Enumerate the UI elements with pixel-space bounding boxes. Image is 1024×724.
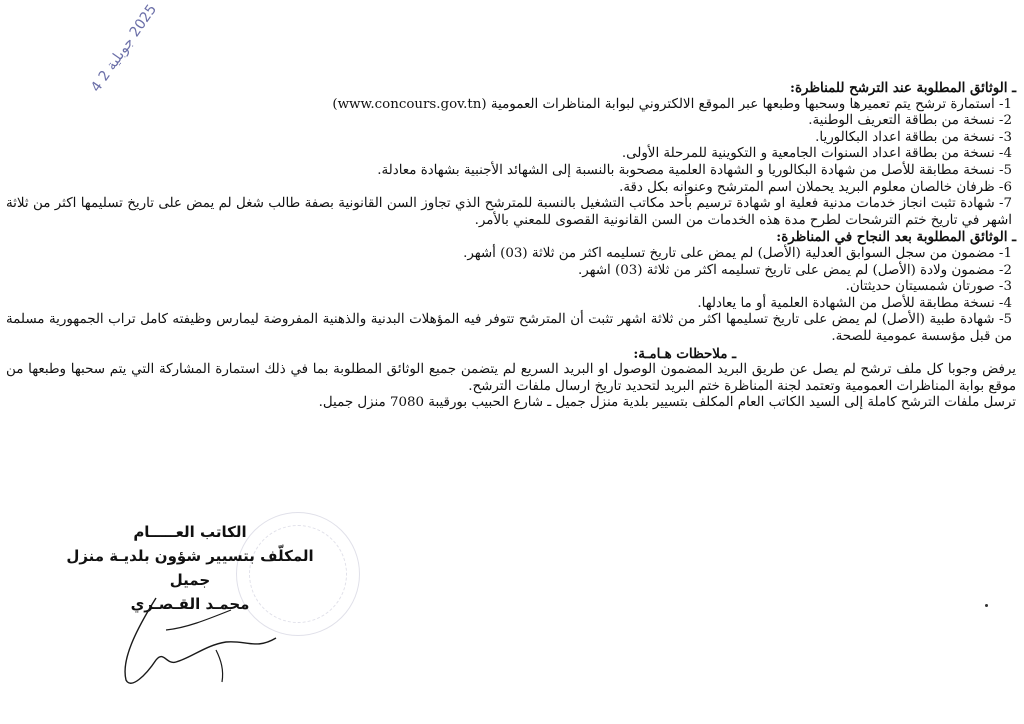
document-body xyxy=(6,80,1016,412)
section1-item-6: 6- ظرفان خالصان معلوم البريد يحملان اسم المترشح وعنوانه بكل دقة. xyxy=(619,179,1012,195)
section2-item-4: 4- نسخة مطابقة للأصل من الشهادة العلمية أو ما يعادلها. xyxy=(697,295,1012,311)
section1-item-5: 5- نسخة مطابقة للأصل من شهادة البكالوريا و الشهادة العلمية مصحوبة بالنسبة إلى الشهائد الأجنبية بشهادة معادلة. xyxy=(377,162,1012,178)
scan-speck xyxy=(985,604,988,607)
section1-item-1: 1- استمارة ترشح يتم تعميرها وسحبها وطبعها عبر الموقع الالكتروني لبوابة المناظرات العمومية (www.concours.gov.tn) xyxy=(332,96,1012,112)
section2-item-2: 2- مضمون ولادة (الأصل) لم يمض على تاريخ تسليمه اكثر من ثلاثة (03) اشهر. xyxy=(577,262,1012,278)
signature-title: الكاتب العـــــام xyxy=(133,523,247,541)
signature-role: المكلّف بتسيير شؤون بلديـة منزل جميل xyxy=(66,547,314,589)
notes-paragraph-2: ترسل ملفات الترشح كاملة إلى السيد الكاتب العام المكلف بتسيير بلدية منزل جميل ـ شارع الحبيب بورقيبة 7080 منزل جميل. xyxy=(318,395,1016,411)
section1-item-7: 7- شهادة تثبت انجاز خدمات مدنية فعلية او شهادة ترسيم بأحد مكاتب التشغيل بالنسبة للمترشح الذي تجاوز السن القانونية بصفة طالب شغل لم يمض على تاريخ تسليمها اكثر من ثلاثة اشهر في تاريخ ختم الترشحات لطرح مدة هذه الخدمات من السن القانونية القصوى للمعني بالأمر. xyxy=(6,196,1012,228)
section2-item-3: 3- صورتان شمسيتان حديثتان. xyxy=(845,279,1012,295)
section2-item-1: 1- مضمون من سجل السوابق العدلية (الأصل) لم يمض على تاريخ تسليمه اكثر من ثلاثة (03) أشهر. xyxy=(463,245,1012,261)
section1-item-4: 4- نسخة من بطاقة اعداد السنوات الجامعية و التكوينية للمرحلة الأولى. xyxy=(621,146,1012,162)
section1-item-3: 3- نسخة من بطاقة اعداد البكالوريا. xyxy=(815,129,1012,145)
section2-heading: ـ الوثائق المطلوبة بعد النجاح في المناظرة: xyxy=(776,229,1016,246)
section1-heading: ـ الوثائق المطلوبة عند الترشح للمناظرة: xyxy=(790,80,1016,96)
notes-paragraph-1: يرفض وجوبا كل ملف ترشح لم يصل عن طريق البريد المضمون الوصول او البريد السريع لم يتضمن جميع الوثائق المطلوبة بما في ذلك استمارة المشاركة التي يتم سحبها وطبعها من موقع بوابة المناظرات العمومية وتعتمد لجنة المناظرة ختم البريد لتحديد تاريخ ارسال ملفات الترشح. xyxy=(6,362,1016,394)
handwritten-signature xyxy=(96,590,296,700)
section2-item-5: 5- شهادة طبية (الأصل) لم يمض على تاريخ تسليمها اكثر من ثلاثة اشهر تثبت أن المترشح تتوفر فيه المؤهلات البدنية والذهنية المفروضة ليمارس وظيفته كامل تراب الجمهورية مسلمة من قبل مؤسسة عمومية للصحة. xyxy=(6,312,1012,344)
section1-item-2: 2- نسخة من بطاقة التعريف الوطنية. xyxy=(808,113,1012,129)
date-stamp: 2025 جوبلية 2 4 xyxy=(88,1,161,96)
signature-name: محمـد القـصـري xyxy=(130,595,250,613)
notes-heading: ـ ملاحظات هـامـة: xyxy=(633,345,736,362)
